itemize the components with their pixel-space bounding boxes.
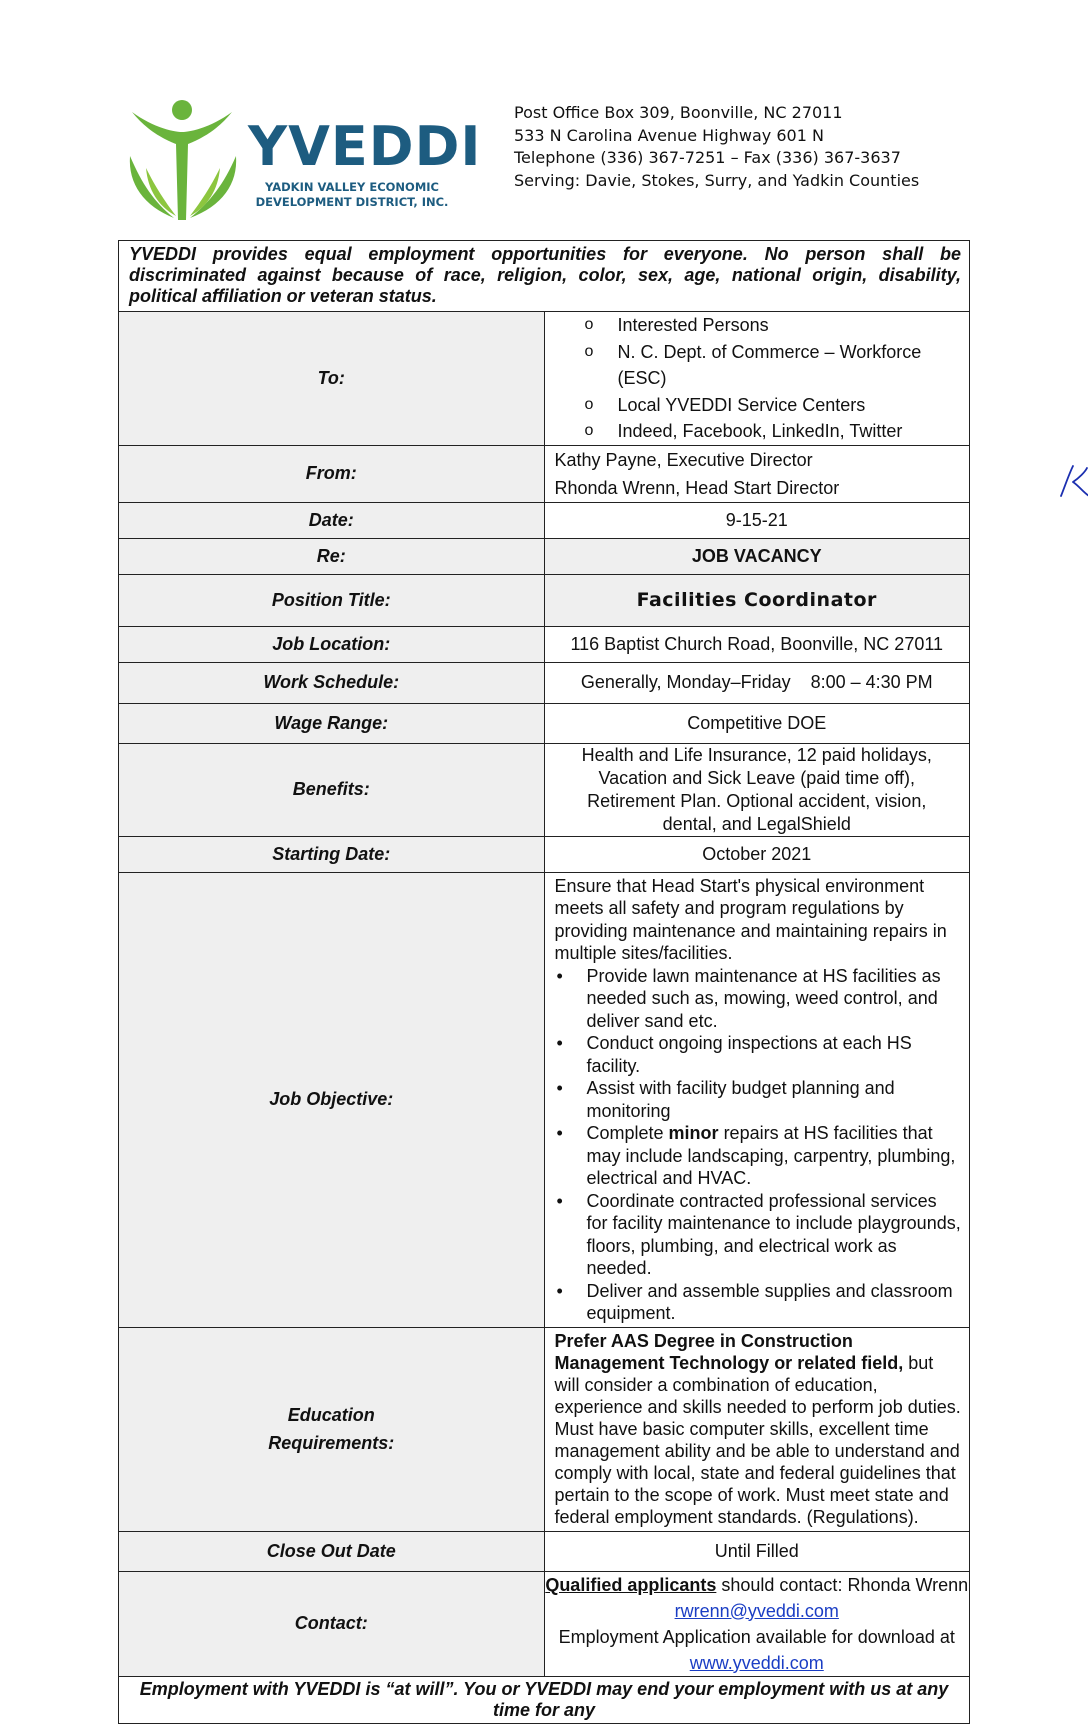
leaf-figure-icon [124,98,248,222]
contact-line1 [545,1572,970,1624]
label-closeout: Close Out Date [119,1531,545,1571]
signature-image [1055,456,1088,514]
label-schedule: Work Schedule: [119,662,545,703]
label-from: From: [119,445,545,502]
label-location: Job Location: [119,626,545,662]
logo-subtitle-line2: DEVELOPMENT DISTRICT, INC. [250,195,454,210]
label-starting: Starting Date: [119,836,545,872]
address-line: Telephone (336) 367-7251 – Fax (336) 367-3637 [514,147,919,170]
from-line1: Kathy Payne, Executive Director [555,446,970,474]
list-item: o Indeed, Facebook, LinkedIn, Twitter [585,418,970,445]
row-date [119,502,970,538]
label-education-line1: Education [119,1401,544,1429]
objective-list [555,965,962,1325]
row-position [119,574,970,626]
row-benefits [119,743,970,836]
qualified-applicants: Qualified applicants [545,1575,716,1595]
label-education-line2: Requirements: [119,1429,544,1457]
label-contact: Contact: [119,1571,545,1676]
education-bold: Prefer AAS Degree in Construction Management Technology or related field, [555,1331,904,1373]
objective-intro: Ensure that Head Start's physical environment meets all safety and program regulations by providing maintenance and maintaining repairs in multiple sites/facilities. [555,875,962,965]
contact-line1-text: should contact: Rhonda Wrenn [716,1575,968,1595]
list-item: o N. C. Dept. of Commerce – Workforce (ESC) [585,339,970,392]
list-item: • Provide lawn maintenance at HS facilities as needed such as, mowing, weed control, and deliver sand etc. [555,965,962,1033]
address-line: Post Office Box 309, Boonville, NC 27011 [514,102,919,125]
contact-line2 [545,1624,970,1676]
at-will-footer: Employment with YVEDDI is “at will”. You or YVEDDI may end your employment with us at any time for any [119,1676,970,1723]
from-line2: Rhonda Wrenn, Head Start Director [555,474,970,502]
value-date: 9-15-21 [544,502,970,538]
list-item: • Conduct ongoing inspections at each HS facility. [555,1032,962,1077]
row-to [119,312,970,446]
recipient-list [545,312,970,445]
label-benefits: Benefits: [119,743,545,836]
value-starting: October 2021 [544,836,970,872]
list-item: • Assist with facility budget planning and monitoring [555,1077,962,1122]
row-wage [119,703,970,743]
label-date: Date: [119,502,545,538]
email-link[interactable]: rwrenn@yveddi.com [675,1601,839,1621]
value-schedule: Generally, Monday–Friday 8:00 – 4:30 PM [544,662,970,703]
row-objective [119,872,970,1327]
row-re [119,538,970,574]
equal-opportunity-notice: YVEDDI provides equal employment opportunities for everyone. No person shall be discriminated against because of race, religion, color, sex, age, national origin, disability, political affiliation or veteran status. [119,241,970,312]
logo-subtitle [250,180,454,210]
value-position: Facilities Coordinator [544,574,970,626]
value-closeout: Until Filled [544,1531,970,1571]
list-item: o Interested Persons [585,312,970,339]
label-position: Position Title: [119,574,545,626]
yveddi-logo [124,98,454,222]
row-education [119,1327,970,1531]
row-contact [119,1571,970,1676]
label-re: Re: [119,538,545,574]
website-link[interactable]: www.yveddi.com [690,1653,824,1673]
minor-pre: Complete [587,1123,669,1143]
list-item: o Local YVEDDI Service Centers [585,392,970,419]
list-item: • Coordinate contracted professional services for facility maintenance to include playgrounds, floors, plumbing, and electrical work as needed. [555,1190,962,1280]
minor-post: repairs at HS facilities that may include landscaping, carpentry, plumbing, electrical and HVAC. [587,1123,956,1188]
row-location [119,626,970,662]
list-item [555,1122,962,1190]
label-objective: Job Objective: [119,872,545,1327]
value-location: 116 Baptist Church Road, Boonville, NC 27011 [544,626,970,662]
value-from [544,445,970,502]
value-education [544,1327,970,1531]
logo-wordmark: YVEDDI [248,120,482,174]
list-item: • Deliver and assemble supplies and classroom equipment. [555,1280,962,1325]
label-wage: Wage Range: [119,703,545,743]
value-contact [544,1571,970,1676]
label-education [119,1327,545,1531]
contact-line2-text: Employment Application available for download at [559,1627,955,1647]
value-re: JOB VACANCY [544,538,970,574]
logo-subtitle-line1: YADKIN VALLEY ECONOMIC [250,180,454,195]
value-benefits: Health and Life Insurance, 12 paid holidays, Vacation and Sick Leave (paid time off), Retirement Plan. Optional accident, vision, dental, and LegalShield [544,743,970,836]
value-to [544,312,970,446]
row-starting [119,836,970,872]
value-objective [544,872,970,1327]
row-schedule [119,662,970,703]
education-rest: but will consider a combination of education, experience and skills needed to perform job duties. Must have basic computer skills, excellent time management ability and be able to understand and comply with local, state and federal guidelines that pertain to the scope of work. Must meet state and federal employment standards. (Regulations). [555,1353,961,1527]
label-to: To: [119,312,545,446]
value-wage: Competitive DOE [544,703,970,743]
address-line: 533 N Carolina Avenue Highway 601 N [514,125,919,148]
row-from [119,445,970,502]
job-vacancy-table [118,240,970,1724]
address-line: Serving: Davie, Stokes, Surry, and Yadkin Counties [514,170,919,193]
address-block [514,102,919,192]
row-closeout [119,1531,970,1571]
minor-bold: minor [669,1123,719,1143]
